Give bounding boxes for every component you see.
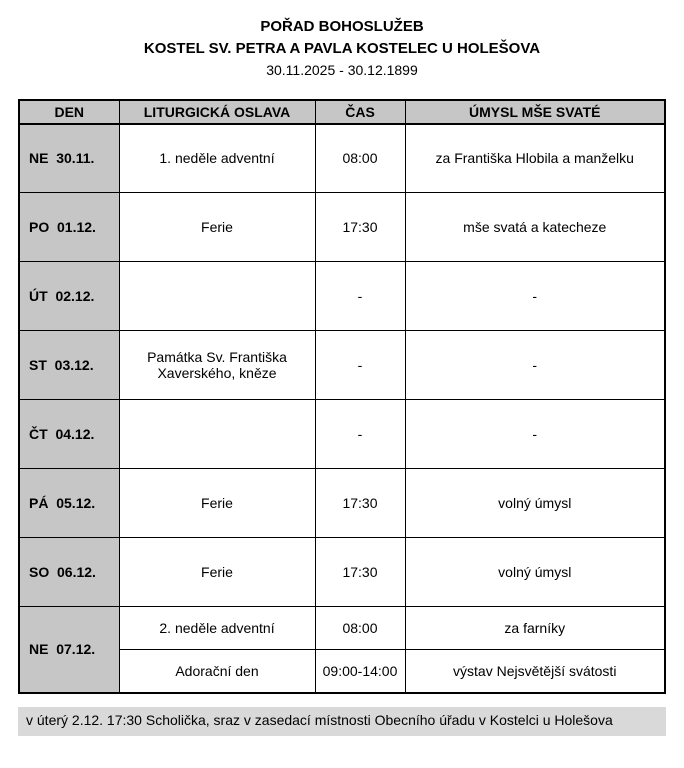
den-cell: PÁ 05.12.	[19, 469, 119, 538]
oslava-cell: 1. neděle adventní	[119, 124, 315, 193]
document-header	[18, 16, 666, 81]
cas-cell: 17:30	[315, 469, 405, 538]
oslava-cell: Adorační den	[119, 650, 315, 693]
table-row	[19, 607, 665, 650]
cas-cell: 09:00-14:00	[315, 650, 405, 693]
umysl-cell: mše svatá a katecheze	[405, 193, 665, 262]
oslava-cell: Památka Sv. Františka Xaverského, kněze	[119, 331, 315, 400]
oslava-cell: 2. neděle adventní	[119, 607, 315, 650]
umysl-cell: za Františka Hlobila a manželku	[405, 124, 665, 193]
page-subtitle: KOSTEL SV. PETRA A PAVLA KOSTELEC U HOLEŠOVA	[143, 39, 541, 57]
page-title: POŘAD BOHOSLUŽEB	[260, 18, 424, 35]
den-cell: NE 07.12.	[19, 607, 119, 693]
den-cell: ÚT 02.12.	[19, 262, 119, 331]
umysl-cell: za farníky	[405, 607, 665, 650]
table-row	[19, 400, 665, 469]
oslava-cell	[119, 400, 315, 469]
cas-cell: 17:30	[315, 538, 405, 607]
schedule-table	[18, 99, 666, 694]
umysl-cell: volný úmysl	[405, 538, 665, 607]
den-cell: SO 06.12.	[19, 538, 119, 607]
date-range: 30.11.2025 - 30.12.1899	[266, 61, 418, 78]
umysl-cell: -	[405, 331, 665, 400]
umysl-cell: -	[405, 400, 665, 469]
oslava-cell	[119, 262, 315, 331]
table-row	[19, 331, 665, 400]
den-cell: NE 30.11.	[19, 124, 119, 193]
col-header-cas: ČAS	[315, 100, 405, 124]
col-header-den: DEN	[19, 100, 119, 124]
table-header-row	[19, 100, 665, 124]
oslava-cell: Ferie	[119, 193, 315, 262]
umysl-cell: výstav Nejsvětější svátosti	[405, 650, 665, 693]
table-row	[19, 538, 665, 607]
table-row	[19, 193, 665, 262]
den-cell: ČT 04.12.	[19, 400, 119, 469]
cas-cell: -	[315, 400, 405, 469]
col-header-umysl: ÚMYSL MŠE SVATÉ	[405, 100, 665, 124]
cas-cell: 17:30	[315, 193, 405, 262]
cas-cell: -	[315, 331, 405, 400]
den-cell: ST 03.12.	[19, 331, 119, 400]
cas-cell: 08:00	[315, 124, 405, 193]
oslava-cell: Ferie	[119, 538, 315, 607]
col-header-oslava: LITURGICKÁ OSLAVA	[119, 100, 315, 124]
umysl-cell: volný úmysl	[405, 469, 665, 538]
umysl-cell: -	[405, 262, 665, 331]
oslava-cell: Ferie	[119, 469, 315, 538]
cas-cell: -	[315, 262, 405, 331]
table-row	[19, 469, 665, 538]
cas-cell: 08:00	[315, 607, 405, 650]
table-row	[19, 124, 665, 193]
table-row	[19, 262, 665, 331]
footer-note: v úterý 2.12. 17:30 Scholička, sraz v zasedací místnosti Obecního úřadu v Kostelci u Holešova	[18, 707, 666, 736]
den-cell: PO 01.12.	[19, 193, 119, 262]
